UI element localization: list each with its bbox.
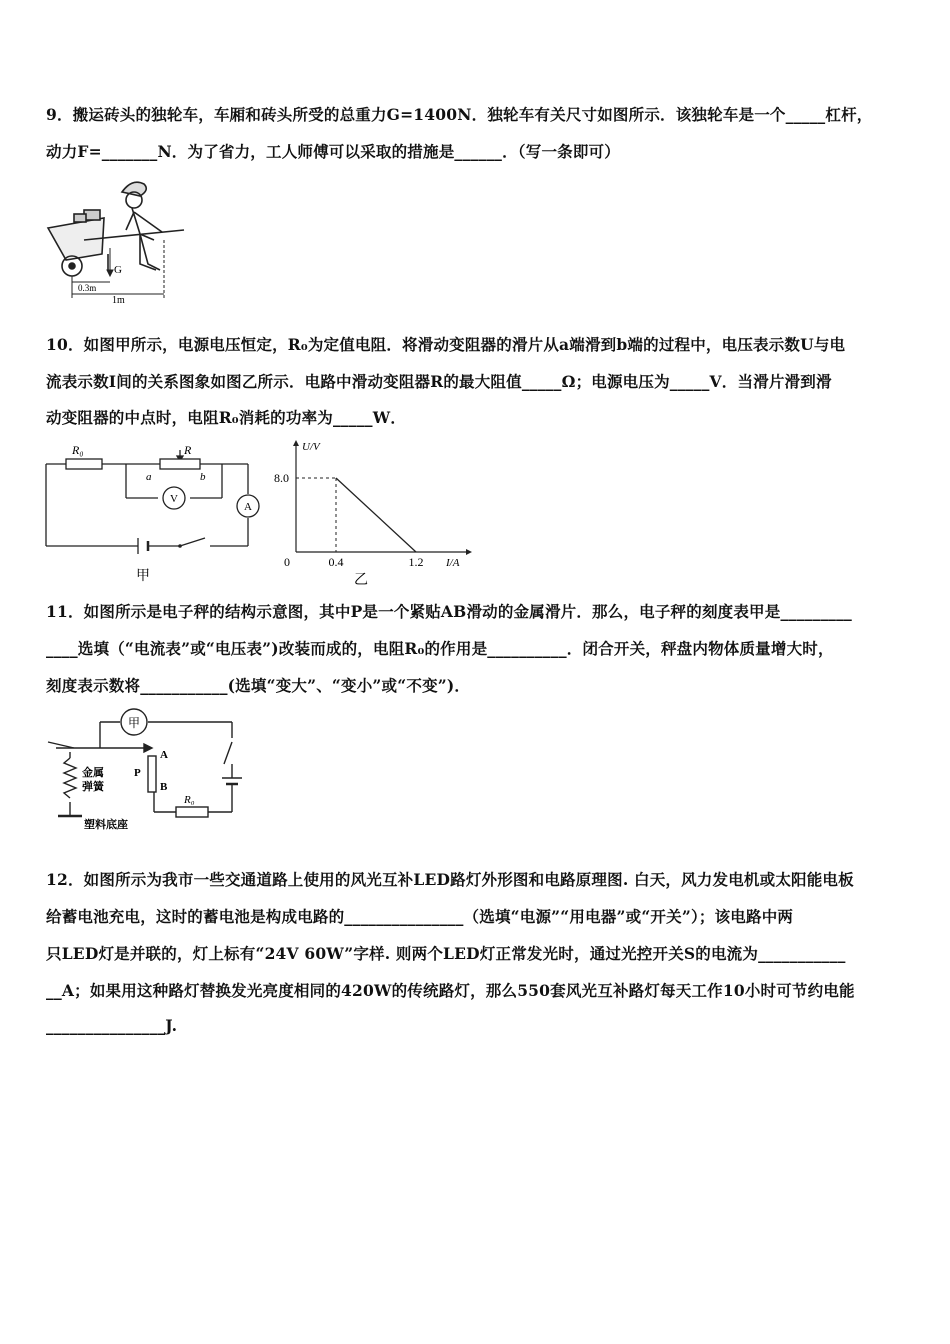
q9-weight-label: G — [114, 264, 122, 276]
switch-pivot — [178, 544, 182, 548]
q12-text-line5: _______________J. — [46, 1016, 178, 1035]
q9-long-arm-label: 1m — [112, 295, 125, 306]
end-b-label: b — [200, 471, 206, 483]
graph-origin-label: 0 — [284, 555, 290, 569]
graph-y-label: U/V — [302, 441, 320, 453]
r-label: R — [184, 443, 192, 457]
q11-text-line3: 刻度表示数将___________(选填“变大”、“变小”或“不变”)． — [46, 676, 471, 695]
worker-illustration — [122, 182, 162, 270]
spring-label-2: 弹簧 — [82, 781, 104, 793]
wheelbarrow-figure — [44, 170, 194, 305]
graph-x-tick-1: 0.4 — [328, 555, 344, 569]
point-a-label: A — [160, 749, 168, 761]
q11-r0-label: R₀ — [184, 794, 195, 806]
spring-label-1: 金属 — [82, 767, 104, 779]
resistor-r0-q11 — [176, 807, 208, 817]
graph-y-arrow — [293, 440, 299, 446]
q10-ui-graph — [274, 436, 480, 588]
q10-circuit-figure — [40, 438, 280, 588]
end-a-label: a — [146, 471, 152, 483]
q11-text-line2: ____选填（“电流表”或“电压表”)改装而成的，电阻R₀的作用是__________．闭合开关，秤盘内物体质量增大时， — [46, 639, 834, 658]
base-label: 塑料底座 — [84, 819, 128, 831]
q12-text-line4: __A；如果用这种路灯替换发光亮度相同的420W的传统路灯，那么550套风光互补路灯每天工作10小时可节约电能 — [46, 981, 855, 1000]
graph-x-label: I/A — [446, 557, 460, 569]
q11-scale-figure — [44, 708, 254, 834]
rheostat-r — [160, 459, 200, 469]
graph-data-line — [336, 478, 416, 552]
voltmeter-label: V — [170, 493, 178, 505]
scale-wires — [48, 722, 242, 816]
slider-p-label: P — [134, 767, 141, 779]
resistor-r0 — [66, 459, 102, 469]
meter-jia-label: 甲 — [127, 716, 141, 730]
figure-jia-caption: 甲 — [136, 569, 150, 584]
figure-yi-caption: 乙 — [354, 573, 368, 588]
q10-text-line2: 流表示数I间的关系图象如图乙所示．电路中滑动变阻器R的最大阻值_____Ω；电源电压为_____V．当滑片滑到滑 — [46, 372, 832, 391]
point-b-label: B — [160, 781, 168, 793]
q11-text-line1: 11．如图所示是电子秤的结构示意图，其中P是一个紧贴AB滑动的金属滑片．那么，电子秤的刻度表甲是_________ — [46, 602, 853, 621]
graph-y-tick: 8.0 — [274, 471, 289, 485]
q12-text-line3: 只LED灯是并联的，灯上标有“24V 60W”字样. 则两个LED灯正常发光时，通过光控开关S的电流为___________ — [46, 944, 846, 963]
q9-text-line1: 9．搬运砖头的独轮车，车厢和砖头所受的总重力G=1400N．独轮车有关尺寸如图所示．该独轮车是一个_____杠杆， — [46, 105, 873, 124]
r0-label: R₀ — [72, 443, 84, 457]
ammeter-label: A — [244, 501, 252, 513]
q9-text-line2: 动力F=_______N．为了省力，工人师傅可以采取的措施是______．（写一条即可） — [46, 142, 620, 161]
q10-text-line1: 10．如图甲所示，电源电压恒定，R₀为定值电阻．将滑动变阻器的滑片从a端滑到b端的过程中，电压表示数U与电 — [46, 335, 846, 354]
resistor-ab — [148, 756, 156, 792]
graph-x-arrow — [466, 549, 472, 555]
q12-text-line2: 给蓄电池充电，这时的蓄电池是构成电路的_______________（选填“电源”“用电器”或“开关”）；该电路中两 — [46, 907, 794, 926]
q10-text-line3: 动变阻器的中点时，电阻R₀消耗的功率为_____W． — [46, 408, 407, 427]
q9-short-arm-label: 0.3m — [78, 283, 97, 293]
q12-text-line1: 12．如图所示为我市一些交通道路上使用的风光互补LED路灯外形图和电路原理图. 白天，风力发电机或太阳能电板 — [46, 870, 854, 889]
graph-x-tick-2: 1.2 — [408, 555, 424, 569]
